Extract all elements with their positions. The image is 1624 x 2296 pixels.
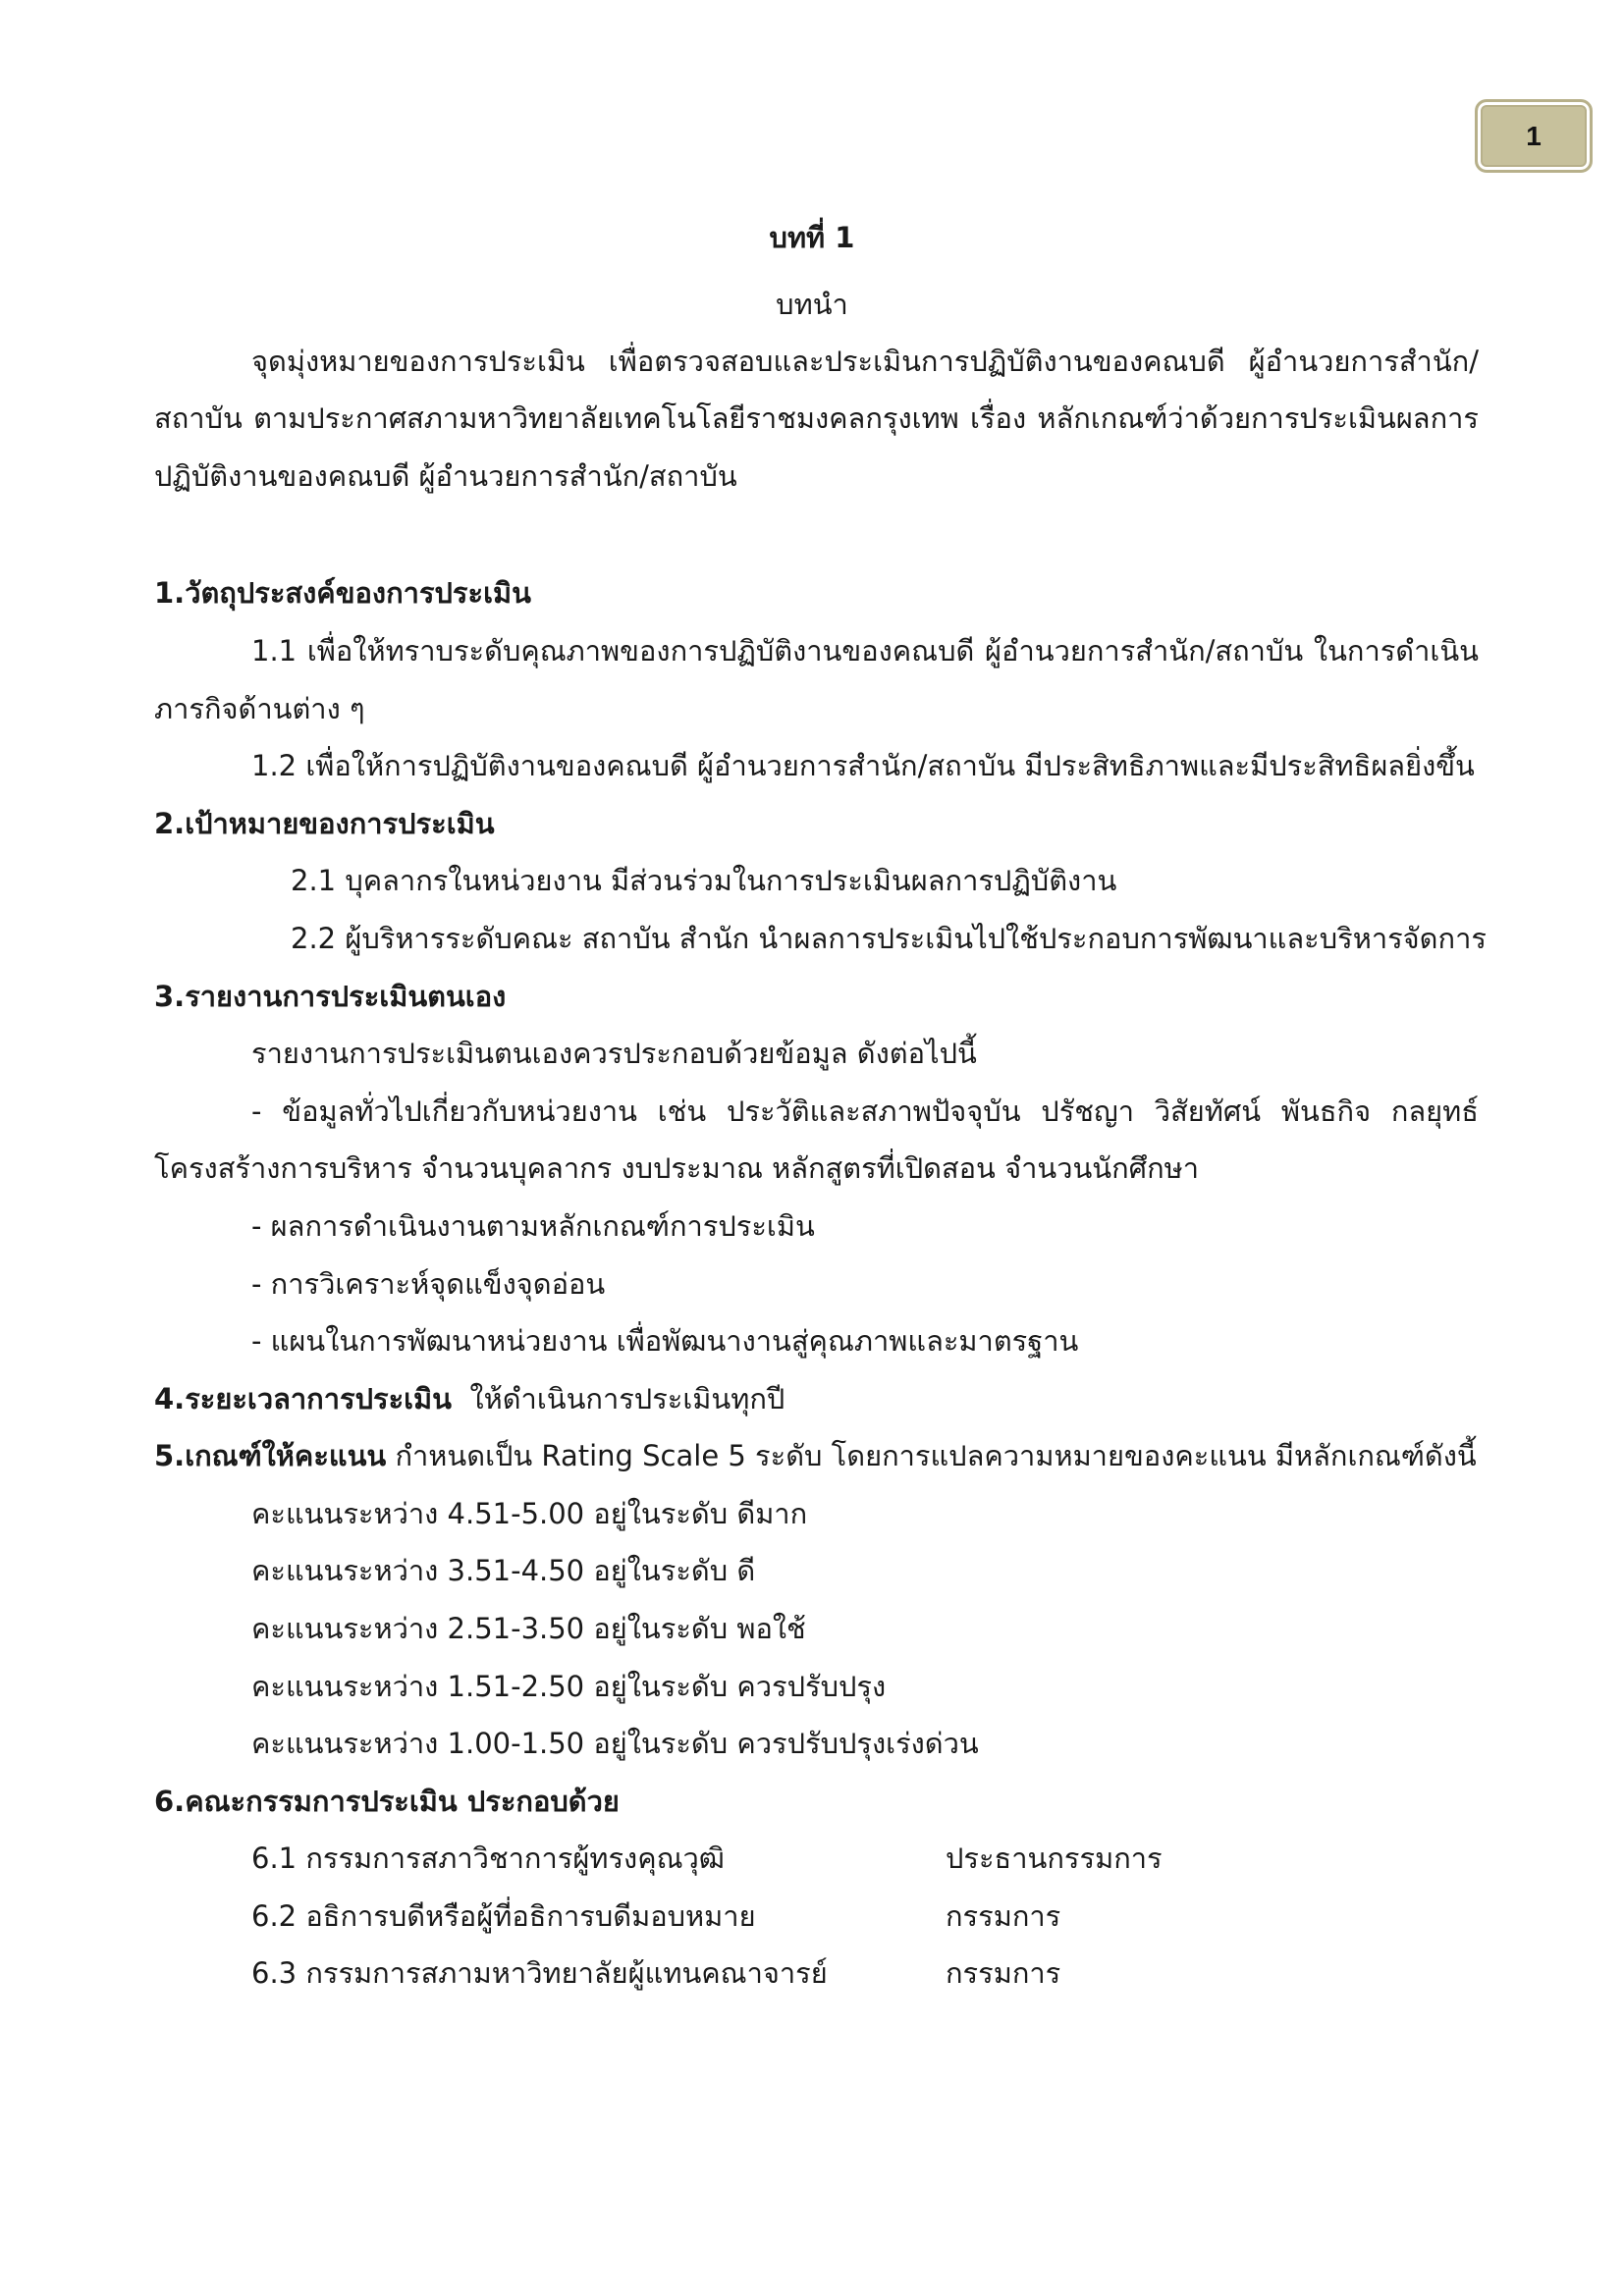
section-2-item-1: 2.1 บุคลากรในหน่วยงาน มีส่วนร่วมในการประเมินผลการปฏิบัติงาน [291, 864, 1117, 897]
score-range-1: คะแนนระหว่าง 4.51-5.00 อยู่ในระดับ ดีมาก [251, 1497, 808, 1530]
section-3-bullet-2: - ผลการดำเนินงานตามหลักเกณฑ์การประเมิน [251, 1209, 815, 1243]
section-4-heading: 4.ระยะเวลาการประเมิน [154, 1382, 452, 1415]
committee-member-3-role: กรรมการ [946, 1956, 1061, 1990]
chapter-title: บทที่ 1 [769, 221, 855, 254]
section-3-bullet-1-line-1: - ข้อมูลทั่วไปเกี่ยวกับหน่วยงาน เช่น ประวัติและสภาพปัจจุบัน ปรัชญา วิสัยทัศน์ พันธกิจ กลยุทธ์ [251, 1095, 1479, 1128]
section-5 [154, 1436, 1477, 1475]
intro-line-1: จุดมุ่งหมายของการประเมิน เพื่อตรวจสอบและประเมินการปฏิบัติงานของคณบดี ผู้อำนวยการสำนัก/ [251, 345, 1479, 378]
section-5-heading: 5.เกณฑ์ให้คะแนน [154, 1439, 387, 1472]
score-range-4: คะแนนระหว่าง 1.51-2.50 อยู่ในระดับ ควรปรับปรุง [251, 1670, 887, 1703]
section-2-item-2: 2.2 ผู้บริหารระดับคณะ สถาบัน สำนัก นำผลการประเมินไปใช้ประกอบการพัฒนาและบริหารจัดการ [291, 922, 1487, 955]
section-3-intro: รายงานการประเมินตนเองควรประกอบด้วยข้อมูล ดังต่อไปนี้ [251, 1037, 977, 1070]
section-2-heading: 2.เป้าหมายของการประเมิน [154, 807, 495, 840]
chapter-subtitle: บทนำ [776, 288, 848, 321]
committee-member-1-role: ประธานกรรมการ [946, 1842, 1163, 1875]
committee-member-1-name: 6.1 กรรมการสภาวิชาการผู้ทรงคุณวุฒิ [251, 1842, 725, 1875]
section-1-item-1-line-1: 1.1 เพื่อให้ทราบระดับคุณภาพของการปฏิบัติงานของคณบดี ผู้อำนวยการสำนัก/สถาบัน ในการดำเนิน [251, 634, 1479, 667]
section-3-bullet-4: - แผนในการพัฒนาหน่วยงาน เพื่อพัฒนางานสู่คุณภาพและมาตรฐาน [251, 1324, 1079, 1358]
section-1-heading: 1.วัตถุประสงค์ของการประเมิน [154, 576, 531, 610]
section-1-item-2: 1.2 เพื่อให้การปฏิบัติงานของคณบดี ผู้อำนวยการสำนัก/สถาบัน มีประสิทธิภาพและมีประสิทธิผลยิ่งขึ้น [251, 749, 1475, 782]
page-number-badge: 1 [1475, 99, 1593, 173]
section-3-bullet-1-line-2: โครงสร้างการบริหาร จำนวนบุคลากร งบประมาณ หลักสูตรที่เปิดสอน จำนวนนักศึกษา [154, 1151, 1200, 1185]
score-range-2: คะแนนระหว่าง 3.51-4.50 อยู่ในระดับ ดี [251, 1554, 756, 1587]
section-6-heading: 6.คณะกรรมการประเมิน ประกอบด้วย [154, 1785, 620, 1818]
score-range-5: คะแนนระหว่าง 1.00-1.50 อยู่ในระดับ ควรปรับปรุงเร่งด่วน [251, 1727, 979, 1760]
section-5-text: กำหนดเป็น Rating Scale 5 ระดับ โดยการแปลความหมายของคะแนน มีหลักเกณฑ์ดังนี้ [395, 1439, 1477, 1472]
committee-member-3-name: 6.3 กรรมการสภามหาวิทยาลัยผู้แทนคณาจารย์ [251, 1956, 828, 1990]
committee-member-2-role: กรรมการ [946, 1899, 1061, 1933]
intro-line-2: สถาบัน ตามประกาศสภามหาวิทยาลัยเทคโนโลยีราชมงคลกรุงเทพ เรื่อง หลักเกณฑ์ว่าด้วยการประเมินผลการ [154, 401, 1479, 435]
score-range-3: คะแนนระหว่าง 2.51-3.50 อยู่ในระดับ พอใช้ [251, 1612, 806, 1645]
section-3-heading: 3.รายงานการประเมินตนเอง [154, 980, 507, 1013]
committee-member-2-name: 6.2 อธิการบดีหรือผู้ที่อธิการบดีมอบหมาย [251, 1899, 756, 1933]
section-1-item-1-line-2: ภารกิจด้านต่าง ๆ [154, 692, 365, 725]
intro-line-3: ปฏิบัติงานของคณบดี ผู้อำนวยการสำนัก/สถาบัน [154, 459, 737, 493]
section-4 [154, 1379, 785, 1418]
section-3-bullet-3: - การวิเคราะห์จุดแข็งจุดอ่อน [251, 1267, 606, 1301]
section-4-text: ให้ดำเนินการประเมินทุกปี [469, 1382, 785, 1415]
